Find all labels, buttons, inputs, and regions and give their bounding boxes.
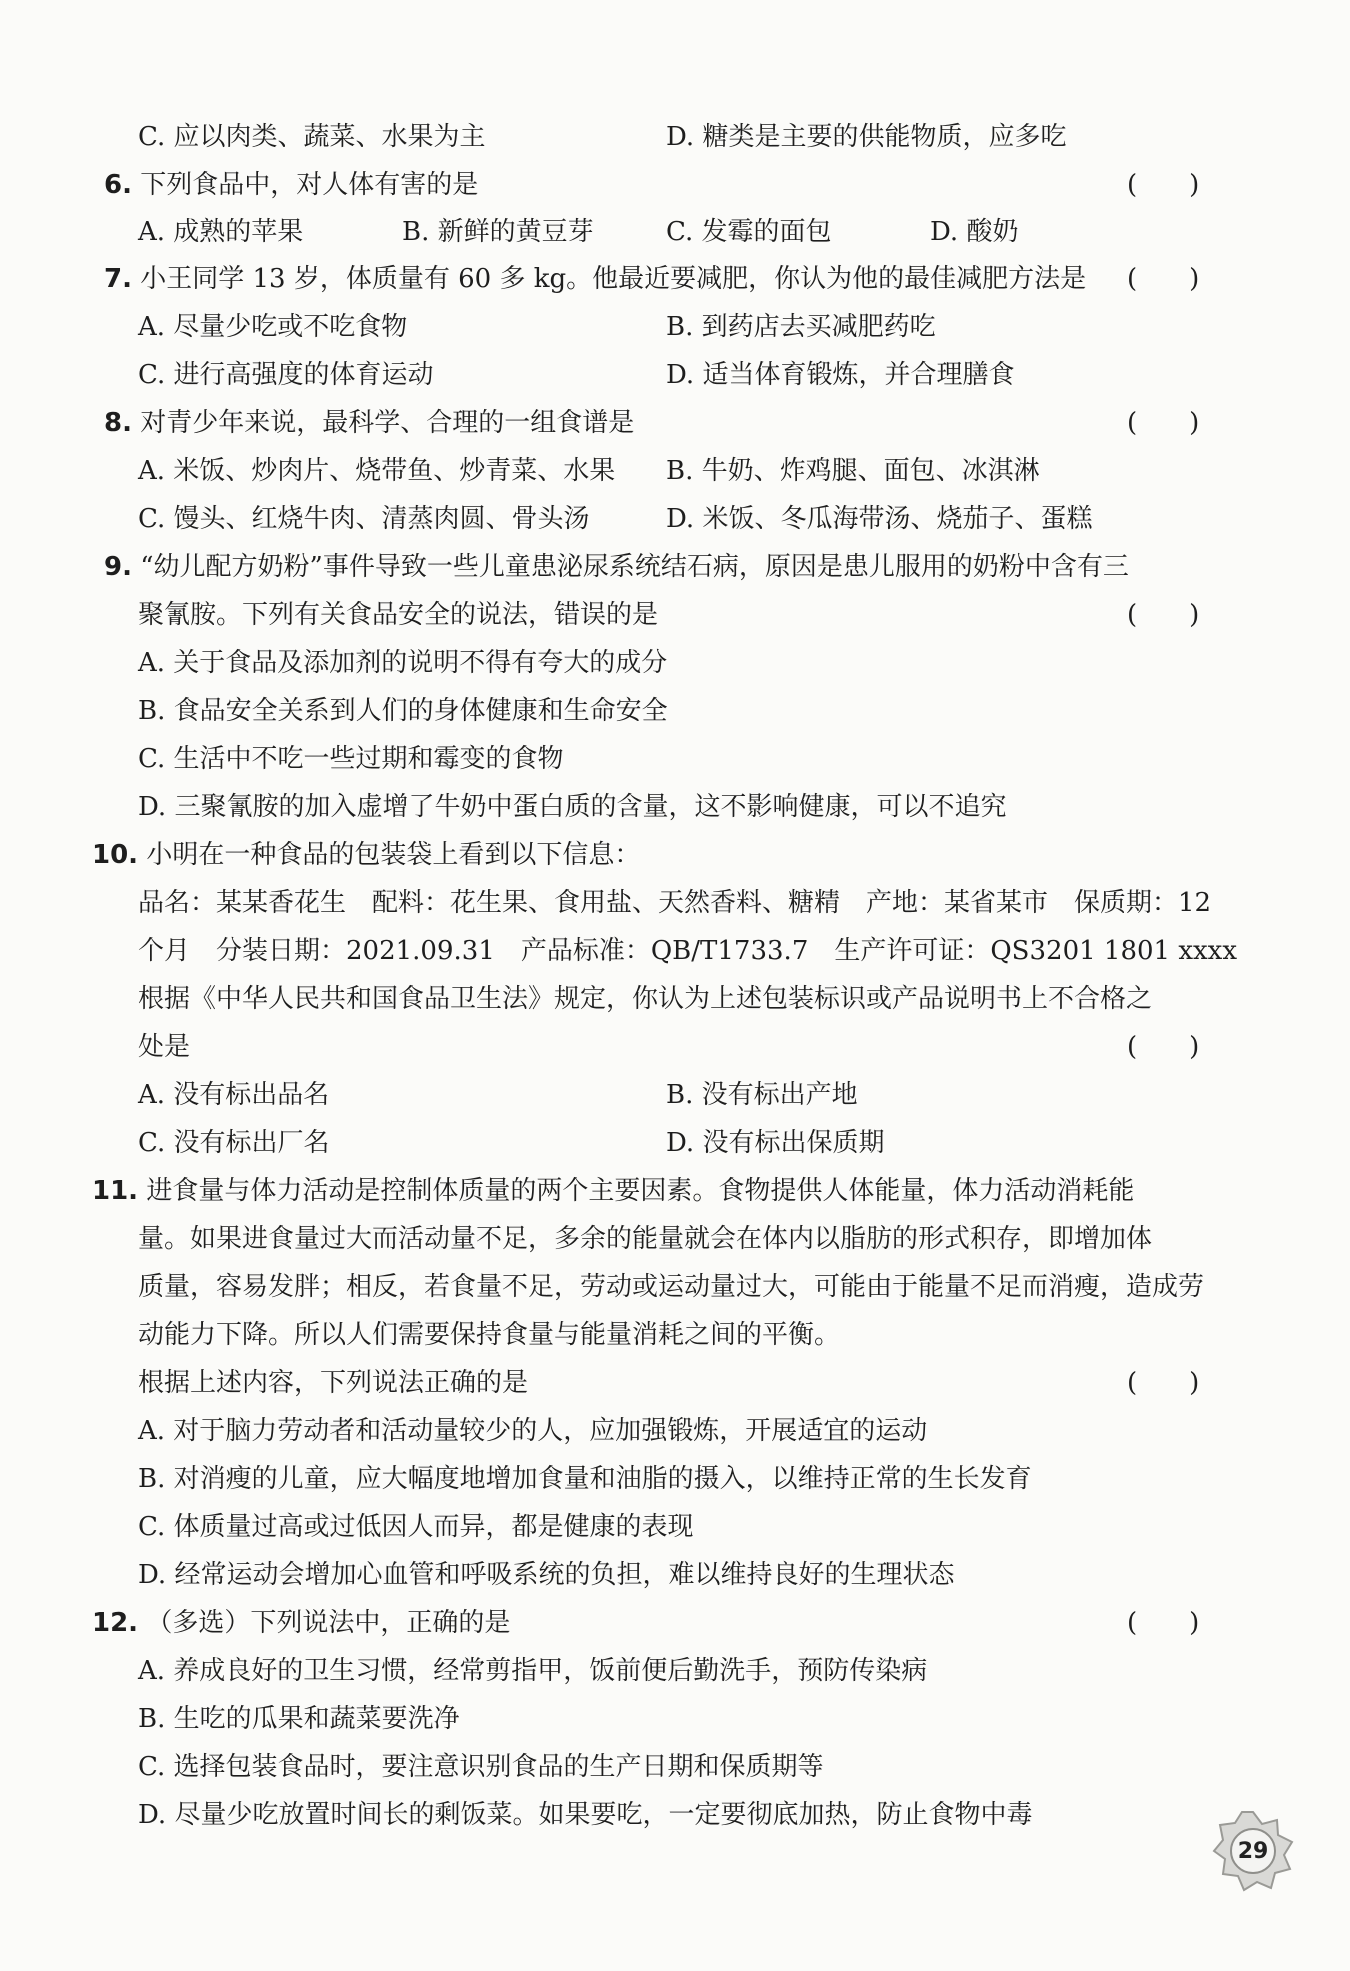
q6-answer-paren: ( ) xyxy=(1127,170,1200,200)
q11-option-b: B. 对消瘦的儿童，应大幅度地增加食量和油脂的摄入，以维持正常的生长发育 xyxy=(138,1464,1032,1494)
q5-option-c: C. 应以肉类、蔬菜、水果为主 xyxy=(138,122,486,152)
q9-stem-line2: 聚氰胺。下列有关食品安全的说法，错误的是 xyxy=(138,600,659,630)
q10-stem-line2: 根据《中华人民共和国食品卫生法》规定，你认为上述包装标识或产品说明书上不合格之 xyxy=(138,984,1153,1014)
q11-passage-text1: 进食量与体力活动是控制体质量的两个主要因素。食物提供人体能量，体力活动消耗能 xyxy=(146,1176,1135,1206)
q9-option-a: A. 关于食品及添加剂的说明不得有夸大的成分 xyxy=(138,648,668,678)
q10-stem-line1 xyxy=(92,838,640,872)
q7-answer-paren: ( ) xyxy=(1127,264,1200,294)
q6-stem-text: 下列食品中，对人体有害的是 xyxy=(140,170,479,200)
q11-passage-line2: 量。如果进食量过大而活动量不足，多余的能量就会在体内以脂肪的形式积存，即增加体 xyxy=(138,1224,1153,1254)
q11-passage-line1 xyxy=(92,1174,1134,1208)
q7-stem xyxy=(104,262,1086,296)
q6-option-d: D. 酸奶 xyxy=(930,217,1019,247)
q8-option-c: C. 馒头、红烧牛肉、清蒸肉圆、骨头汤 xyxy=(138,504,590,534)
q8-number: 8. xyxy=(104,408,132,438)
q8-answer-paren: ( ) xyxy=(1127,408,1200,438)
q11-option-c: C. 体质量过高或过低因人而异，都是健康的表现 xyxy=(138,1512,694,1542)
q12-option-b: B. 生吃的瓜果和蔬菜要洗净 xyxy=(138,1704,460,1734)
q12-answer-paren: ( ) xyxy=(1127,1608,1200,1638)
q9-answer-paren: ( ) xyxy=(1127,600,1200,630)
q11-passage-line3: 质量，容易发胖；相反，若食量不足，劳动或运动量过大，可能由于能量不足而消瘦，造成劳 xyxy=(138,1272,1205,1302)
q9-option-d: D. 三聚氰胺的加入虚增了牛奶中蛋白质的含量，这不影响健康，可以不追究 xyxy=(138,792,1007,822)
q10-stem-line3: 处是 xyxy=(138,1032,191,1062)
q12-number: 12. xyxy=(92,1608,139,1638)
q10-info-line1: 品名：某某香花生 配料：花生果、食用盐、天然香料、糖精 产地：某省某市 保质期：12 xyxy=(138,888,1212,918)
q10-answer-paren: ( ) xyxy=(1127,1032,1200,1062)
q6-option-c: C. 发霉的面包 xyxy=(666,217,832,247)
q7-number: 7. xyxy=(104,264,132,294)
q8-option-b: B. 牛奶、炸鸡腿、面包、冰淇淋 xyxy=(666,456,1040,486)
page-number-badge xyxy=(1212,1810,1294,1892)
q9-number: 9. xyxy=(104,552,132,582)
q6-stem xyxy=(104,168,478,202)
q6-option-b: B. 新鲜的黄豆芽 xyxy=(402,217,594,247)
q9-stem-text1: “幼儿配方奶粉”事件导致一些儿童患泌尿系统结石病，原因是患儿服用的奶粉中含有三 xyxy=(140,552,1129,582)
q11-number: 11. xyxy=(92,1176,139,1206)
q9-option-c: C. 生活中不吃一些过期和霉变的食物 xyxy=(138,744,564,774)
q11-stem: 根据上述内容，下列说法正确的是 xyxy=(138,1368,529,1398)
q10-option-a: A. 没有标出品名 xyxy=(138,1080,330,1110)
q9-stem-line1 xyxy=(104,550,1129,584)
q10-info-line2: 个月 分装日期：2021.09.31 产品标准：QB/T1733.7 生产许可证：QS3201 1801 xxxx xyxy=(138,936,1238,966)
q11-option-d: D. 经常运动会增加心血管和呼吸系统的负担，难以维持良好的生理状态 xyxy=(138,1560,955,1590)
q11-passage-line4: 动能力下降。所以人们需要保持食量与能量消耗之间的平衡。 xyxy=(138,1320,841,1350)
q7-option-a: A. 尽量少吃或不吃食物 xyxy=(138,312,408,342)
q8-stem xyxy=(104,406,634,440)
q10-option-c: C. 没有标出厂名 xyxy=(138,1128,330,1158)
q10-stem-text1: 小明在一种食品的包装袋上看到以下信息： xyxy=(146,840,641,870)
q7-stem-text: 小王同学 13 岁，体质量有 60 多 kg。他最近要减肥，你认为他的最佳减肥方法是 xyxy=(140,264,1087,294)
q12-option-a: A. 养成良好的卫生习惯，经常剪指甲，饭前便后勤洗手，预防传染病 xyxy=(138,1656,928,1686)
q7-option-d: D. 适当体育锻炼，并合理膳食 xyxy=(666,360,1015,390)
q6-number: 6. xyxy=(104,170,132,200)
q12-stem-text: （多选）下列说法中，正确的是 xyxy=(146,1608,511,1638)
q9-option-b: B. 食品安全关系到人们的身体健康和生命安全 xyxy=(138,696,668,726)
q5-option-d: D. 糖类是主要的供能物质，应多吃 xyxy=(666,122,1067,152)
page-number: 29 xyxy=(1237,1838,1269,1864)
q7-option-b: B. 到药店去买减肥药吃 xyxy=(666,312,936,342)
q10-number: 10. xyxy=(92,840,139,870)
q12-option-c: C. 选择包装食品时，要注意识别食品的生产日期和保质期等 xyxy=(138,1752,824,1782)
q8-stem-text: 对青少年来说，最科学、合理的一组食谱是 xyxy=(140,408,635,438)
q6-option-a: A. 成熟的苹果 xyxy=(138,217,304,247)
q12-stem xyxy=(92,1606,510,1640)
q8-option-a: A. 米饭、炒肉片、烧带鱼、炒青菜、水果 xyxy=(138,456,616,486)
q7-option-c: C. 进行高强度的体育运动 xyxy=(138,360,434,390)
q12-option-d: D. 尽量少吃放置时间长的剩饭菜。如果要吃，一定要彻底加热，防止食物中毒 xyxy=(138,1800,1033,1830)
q11-answer-paren: ( ) xyxy=(1127,1368,1200,1398)
q11-option-a: A. 对于脑力劳动者和活动量较少的人，应加强锻炼，开展适宜的运动 xyxy=(138,1416,928,1446)
q8-option-d: D. 米饭、冬瓜海带汤、烧茄子、蛋糕 xyxy=(666,504,1093,534)
q10-option-d: D. 没有标出保质期 xyxy=(666,1128,885,1158)
q10-option-b: B. 没有标出产地 xyxy=(666,1080,858,1110)
